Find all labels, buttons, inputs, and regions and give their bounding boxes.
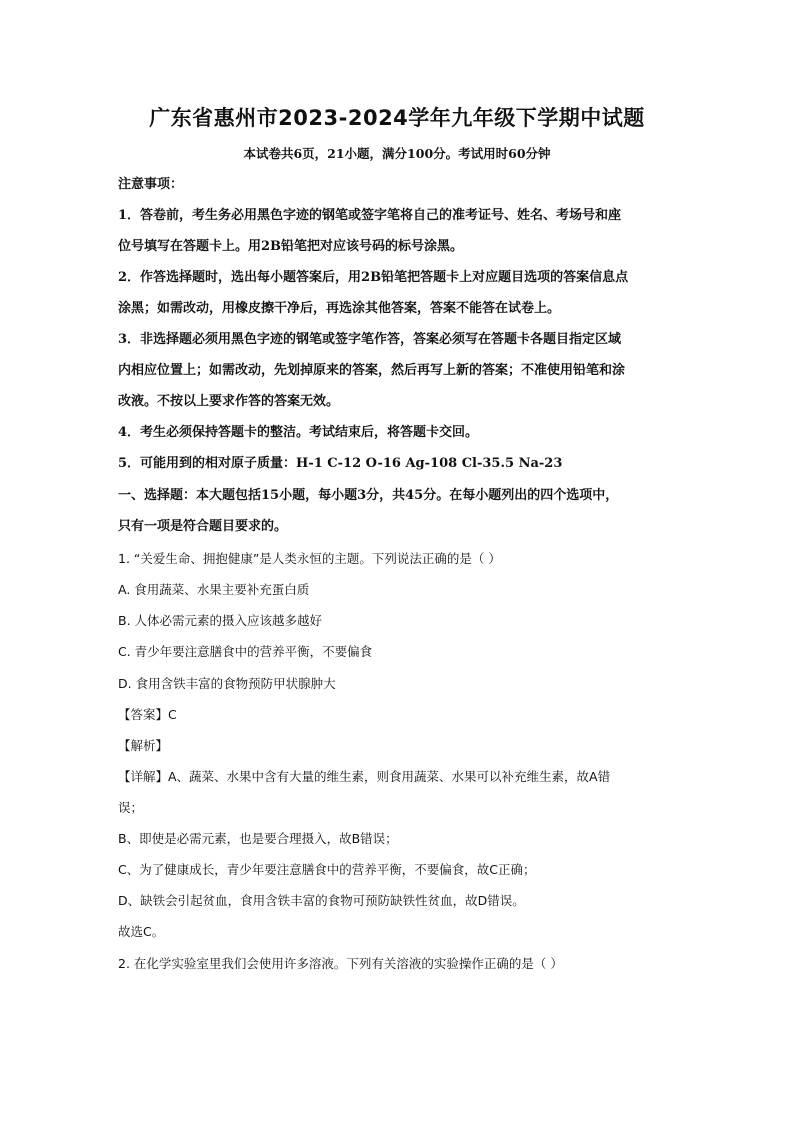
notice-line: 3．非选择题必须用黑色字迹的钢笔或签字笔作答，答案必须写在答题卡各题目指定区域: [118, 332, 622, 347]
option-c: C. 青少年要注意膳食中的营养平衡，不要偏食: [118, 644, 373, 659]
detail-line: D、缺铁会引起贫血，食用含铁丰富的食物可预防缺铁性贫血，故D错误。: [118, 893, 525, 908]
detail-line: 【详解】A、蔬菜、水果中含有大量的维生素，则食用蔬菜、水果可以补充维生素，故A错: [118, 769, 611, 784]
section-heading: 只有一项是符合题目要求的。: [118, 519, 288, 534]
analysis-heading: 【解析】: [118, 738, 169, 753]
page-title: 广东省惠州市2023-2024学年九年级下学期中试题: [149, 106, 645, 130]
notice-line: 改液。不按以上要求作答的答案无效。: [118, 394, 340, 409]
option-a: A. 食用蔬菜、水果主要补充蛋白质: [118, 582, 310, 597]
notice-line: 5．可能用到的相对原子质量：H-1 C-12 O-16 Ag-108 Cl-35.5 Na-23: [118, 456, 563, 471]
notice-heading: 注意事项：: [118, 177, 184, 192]
detail-line: 故选C。: [118, 924, 165, 939]
question-stem: 2. 在化学实验室里我们会使用许多溶液。下列有关溶液的实验操作正确的是（ ）: [118, 956, 563, 971]
notice-line: 1．答卷前，考生务必用黑色字迹的钢笔或签字笔将自己的准考证号、姓名、考场号和座: [118, 208, 622, 223]
option-b: B. 人体必需元素的摄入应该越多越好: [118, 613, 323, 628]
page-subtitle: 本试卷共6页，21小题，满分100分。考试用时60分钟: [243, 146, 551, 161]
answer: 【答案】C: [118, 707, 177, 722]
notice-line: 内相应位置上；如需改动，先划掉原来的答案，然后再写上新的答案；不准使用铅笔和涂: [118, 363, 626, 378]
notice-line: 4．考生必须保持答题卡的整洁。考试结束后，将答题卡交回。: [118, 425, 479, 440]
option-d: D. 食用含铁丰富的食物预防甲状腺肿大: [118, 676, 336, 691]
detail-line: B、即使是必需元素，也是要合理摄入，故B错误；: [118, 831, 398, 846]
notice-line: 涂黑；如需改动，用橡皮擦干净后，再选涂其他答案，答案不能答在试卷上。: [118, 301, 561, 316]
detail-line: 误；: [118, 800, 144, 815]
notice-line: 2．作答选择题时，选出每小题答案后，用2B铅笔把答题卡上对应题目选项的答案信息点: [118, 270, 629, 285]
detail-line: C、为了健康成长，青少年要注意膳食中的营养平衡，不要偏食，故C正确；: [118, 862, 536, 877]
notice-line: 位号填写在答题卡上。用2B铅笔把对应该号码的标号涂黑。: [118, 239, 464, 254]
section-heading: 一、选择题：本大题包括15小题，每小题3分，共45分。在每小题列出的四个选项中，: [118, 488, 619, 503]
question-stem: 1. “关爱生命、拥抱健康”是人类永恒的主题。下列说法正确的是（ ）: [118, 551, 501, 566]
